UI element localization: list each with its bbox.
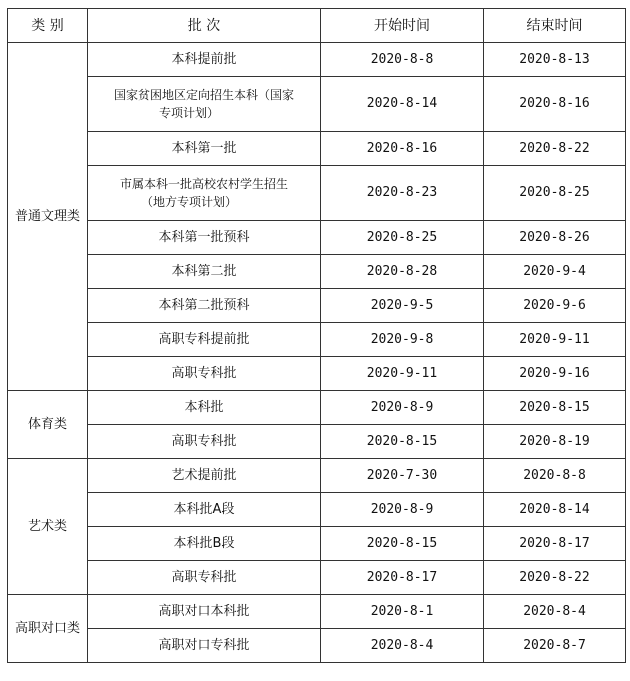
start-date-cell: 2020-7-30 <box>321 459 484 493</box>
batch-text-line: 本科第一批 <box>171 140 237 156</box>
category-cell: 高职对口类 <box>8 595 88 663</box>
start-date-cell: 2020-8-9 <box>321 391 484 425</box>
batch-cell <box>88 561 321 595</box>
start-date-cell: 2020-8-15 <box>321 527 484 561</box>
batch-cell <box>88 425 321 459</box>
start-date-cell: 2020-8-15 <box>321 425 484 459</box>
batch-cell <box>88 391 321 425</box>
start-date-cell: 2020-9-8 <box>321 323 484 357</box>
batch-cell <box>88 527 321 561</box>
batch-cell <box>88 43 321 77</box>
start-date-cell: 2020-9-5 <box>321 289 484 323</box>
start-date-cell: 2020-8-23 <box>321 166 484 221</box>
batch-text-line: 高职专科批 <box>171 569 237 585</box>
batch-text-line: 本科批B段 <box>173 535 235 551</box>
batch-text-line: 高职对口专科批 <box>158 637 250 653</box>
table-body <box>8 43 626 663</box>
batch-text-line: 市属本科一批高校农村学生招生 <box>119 177 288 191</box>
table-row <box>8 595 626 629</box>
batch-text-line: 高职专科提前批 <box>158 331 250 347</box>
start-date-cell: 2020-9-11 <box>321 357 484 391</box>
table-row <box>8 357 626 391</box>
batch-cell <box>88 132 321 166</box>
batch-text-line: 高职对口本科批 <box>158 603 250 619</box>
end-date-cell: 2020-8-13 <box>484 43 626 77</box>
end-date-cell: 2020-8-14 <box>484 493 626 527</box>
batch-cell <box>88 357 321 391</box>
start-date-cell: 2020-8-25 <box>321 221 484 255</box>
end-date-cell: 2020-9-6 <box>484 289 626 323</box>
table-row <box>8 255 626 289</box>
end-date-cell: 2020-8-7 <box>484 629 626 663</box>
category-cell: 普通文理类 <box>8 43 88 391</box>
batch-cell <box>88 77 321 132</box>
batch-text-line: （地方专项计划） <box>140 195 237 209</box>
batch-cell <box>88 166 321 221</box>
start-date-cell: 2020-8-16 <box>321 132 484 166</box>
header-row <box>8 9 626 43</box>
batch-text-line: 高职专科批 <box>171 433 237 449</box>
start-date-cell: 2020-8-14 <box>321 77 484 132</box>
batch-cell <box>88 323 321 357</box>
table-row <box>8 629 626 663</box>
batch-text-line: 本科第二批 <box>171 263 237 279</box>
end-date-cell: 2020-8-4 <box>484 595 626 629</box>
batch-text-line: 国家贫困地区定向招生本科（国家 <box>113 88 294 102</box>
end-date-cell: 2020-8-16 <box>484 77 626 132</box>
start-date-cell: 2020-8-28 <box>321 255 484 289</box>
batch-cell <box>88 493 321 527</box>
end-date-cell: 2020-9-4 <box>484 255 626 289</box>
batch-cell <box>88 459 321 493</box>
batch-text-line: 本科第一批预科 <box>158 229 250 245</box>
end-date-cell: 2020-9-16 <box>484 357 626 391</box>
table-row <box>8 132 626 166</box>
batch-text-line: 本科批A段 <box>173 501 235 517</box>
table-row <box>8 289 626 323</box>
end-date-cell: 2020-8-19 <box>484 425 626 459</box>
start-date-cell: 2020-8-4 <box>321 629 484 663</box>
admission-schedule-table <box>7 8 626 663</box>
batch-cell <box>88 629 321 663</box>
batch-text-line: 本科批 <box>184 399 224 415</box>
batch-cell <box>88 255 321 289</box>
category-cell: 体育类 <box>8 391 88 459</box>
end-date-cell: 2020-8-26 <box>484 221 626 255</box>
start-date-cell: 2020-8-8 <box>321 43 484 77</box>
start-date-cell: 2020-8-17 <box>321 561 484 595</box>
end-date-cell: 2020-8-15 <box>484 391 626 425</box>
end-date-cell: 2020-8-8 <box>484 459 626 493</box>
table-row <box>8 323 626 357</box>
table-row <box>8 391 626 425</box>
table-row <box>8 166 626 221</box>
batch-cell <box>88 595 321 629</box>
table-row <box>8 425 626 459</box>
batch-cell <box>88 289 321 323</box>
batch-text-line: 本科提前批 <box>171 51 237 67</box>
table-row <box>8 493 626 527</box>
header-category: 类 别 <box>8 9 88 43</box>
header-end-time: 结束时间 <box>484 9 626 43</box>
end-date-cell: 2020-8-25 <box>484 166 626 221</box>
header-start-time: 开始时间 <box>321 9 484 43</box>
end-date-cell: 2020-8-17 <box>484 527 626 561</box>
table-header <box>8 9 626 43</box>
batch-text-line: 艺术提前批 <box>171 467 237 483</box>
table-row <box>8 77 626 132</box>
batch-cell <box>88 221 321 255</box>
table-row <box>8 561 626 595</box>
table-row <box>8 43 626 77</box>
table-row <box>8 221 626 255</box>
start-date-cell: 2020-8-1 <box>321 595 484 629</box>
table-row <box>8 459 626 493</box>
start-date-cell: 2020-8-9 <box>321 493 484 527</box>
batch-text-line: 高职专科批 <box>171 365 237 381</box>
table-row <box>8 527 626 561</box>
batch-text-line: 专项计划） <box>158 106 219 120</box>
end-date-cell: 2020-9-11 <box>484 323 626 357</box>
end-date-cell: 2020-8-22 <box>484 561 626 595</box>
batch-text-line: 本科第二批预科 <box>158 297 250 313</box>
category-cell: 艺术类 <box>8 459 88 595</box>
end-date-cell: 2020-8-22 <box>484 132 626 166</box>
header-batch: 批 次 <box>88 9 321 43</box>
